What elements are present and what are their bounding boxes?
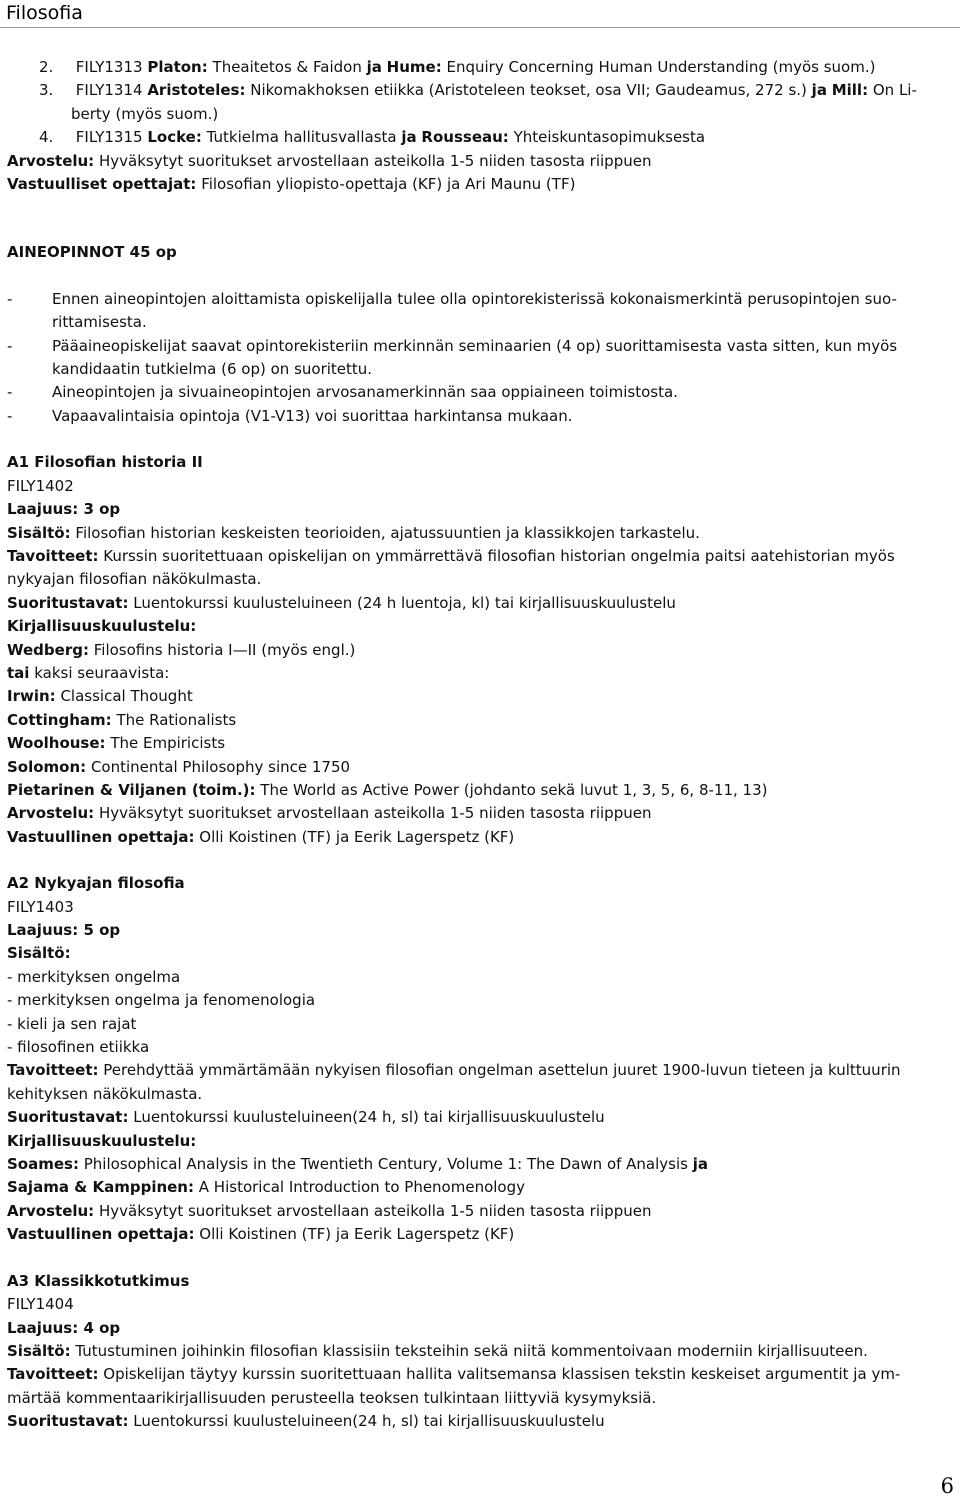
book-author: Wedberg: bbox=[7, 640, 89, 659]
field-label: Vastuullinen opettaja: bbox=[7, 1225, 195, 1244]
page-number: 6 bbox=[940, 1474, 954, 1498]
literature-exam-label: Kirjallisuuskuulustelu: bbox=[7, 1131, 197, 1150]
author: Rousseau: bbox=[421, 128, 509, 147]
alternative-text: kaksi seuraavista: bbox=[34, 663, 170, 682]
bullet-dash: - bbox=[7, 336, 13, 355]
item-number: 2. bbox=[39, 58, 54, 76]
course-title: A3 Klassikkotutkimus bbox=[7, 1271, 190, 1290]
content-list-item: - kieli ja sen rajat bbox=[7, 1014, 137, 1033]
field-value: Luentokurssi kuulusteluineen (24 h luentoja, kl) tai kirjallisuuskuulustelu bbox=[133, 593, 676, 612]
field-label: Vastuullinen opettaja: bbox=[7, 827, 195, 846]
field-value: Perehdyttää ymmärtämään nykyisen filosofian ongelman asettelun juuret 1900-luvun tieteen ja kulttuurin bbox=[103, 1061, 901, 1080]
item-number: 3. bbox=[39, 81, 54, 100]
book-title: Classical Thought bbox=[60, 687, 193, 706]
conjunction: ja bbox=[401, 128, 417, 147]
header-title: Filosofia bbox=[6, 2, 83, 24]
field-value: Kurssin suoritettuaan opiskelijan on ymmärrettävä filosofian historian ongelmia paitsi aatehistorian myös bbox=[103, 546, 895, 565]
field-value: Luentokurssi kuulusteluineen(24 h, sl) tai kirjallisuuskuulustelu bbox=[133, 1108, 605, 1127]
title: Enquiry Concerning Human Understanding (myös suom.) bbox=[446, 58, 876, 76]
field-label: Sisältö: bbox=[7, 1341, 71, 1360]
field-label: Suoritustavat: bbox=[7, 1108, 129, 1127]
author: Mill: bbox=[831, 81, 869, 100]
course-section-a1 bbox=[7, 451, 942, 849]
course-content bbox=[7, 1340, 942, 1363]
book-author: Sajama & Kamppinen: bbox=[7, 1178, 194, 1197]
title: On Li- bbox=[872, 81, 917, 100]
literature-exam-label: Kirjallisuuskuulustelu: bbox=[7, 617, 197, 636]
conjunction: ja bbox=[811, 81, 827, 100]
title: Theaitetos & Faidon bbox=[212, 58, 362, 76]
course-section-a3 bbox=[7, 1270, 942, 1434]
book-title: Filosofins historia I—II (myös engl.) bbox=[93, 640, 356, 659]
course-content-label: Sisältö: bbox=[7, 944, 71, 963]
page-header bbox=[0, 0, 960, 28]
field-value: Luentokurssi kuulusteluineen(24 h, sl) tai kirjallisuuskuulustelu bbox=[133, 1412, 605, 1431]
book-title: Philosophical Analysis in the Twentieth Century, Volume 1: The Dawn of Analysis bbox=[83, 1155, 688, 1174]
field-label: Arvostelu: bbox=[7, 151, 95, 170]
title: Yhteiskuntasopimuksesta bbox=[513, 128, 706, 147]
author: Aristoteles: bbox=[147, 81, 246, 100]
literature-alternative bbox=[7, 662, 942, 685]
field-value: Hyväksytyt suoritukset arvostellaan asteikolla 1-5 niiden tasosta riippuen bbox=[98, 151, 652, 170]
field-value: Filosofian yliopisto-opettaja (KF) ja Ari Maunu (TF) bbox=[201, 175, 576, 194]
bullet-dash: - bbox=[7, 406, 13, 425]
book-author: Pietarinen & Viljanen (toim.): bbox=[7, 780, 256, 799]
course-goals bbox=[7, 1059, 942, 1082]
book-title: The Empiricists bbox=[110, 734, 226, 753]
course-goals-continued: kehityksen näkökulmasta. bbox=[7, 1084, 203, 1103]
course-grading bbox=[7, 802, 942, 825]
field-label: Tavoitteet: bbox=[7, 1365, 99, 1384]
field-label: Arvostelu: bbox=[7, 1201, 95, 1220]
course-code: FILY1313 bbox=[75, 58, 143, 76]
field-label: Arvostelu: bbox=[7, 804, 95, 823]
field-value: Opiskelijan täytyy kurssin suoritettuaan hallita valitsemansa klassisen tekstin keskeiset argumentit ja ym- bbox=[103, 1365, 901, 1384]
conjunction: ja bbox=[692, 1155, 709, 1174]
item-number: 4. bbox=[39, 128, 54, 147]
field-label: Vastuulliset opettajat: bbox=[7, 175, 197, 194]
course-title: A1 Filosofian historia II bbox=[7, 453, 203, 472]
author: Platon: bbox=[147, 58, 208, 76]
field-label: Tavoitteet: bbox=[7, 1061, 99, 1080]
literature-item bbox=[7, 756, 942, 779]
course-teacher bbox=[7, 826, 942, 849]
intro-arvostelu bbox=[7, 150, 942, 173]
course-item-4 bbox=[7, 126, 942, 149]
content-list-item: - merkityksen ongelma bbox=[7, 967, 181, 986]
course-grading bbox=[7, 1200, 942, 1223]
book-author: Woolhouse: bbox=[7, 734, 106, 753]
list-item-text: Ennen aineopintojen aloittamista opiskelijalla tulee olla opintorekisterissä kokonaismerkintä perusopintojen suo- bbox=[52, 289, 897, 308]
course-goals bbox=[7, 545, 942, 568]
course-item-3 bbox=[7, 79, 942, 102]
title: Nikomakhoksen etiikka (Aristoteleen teokset, osa VII; Gaudeamus, 272 s.) bbox=[250, 81, 807, 100]
book-author: Cottingham: bbox=[7, 710, 112, 729]
bullet-dash: - bbox=[7, 289, 13, 308]
course-title: A2 Nykyajan filosofia bbox=[7, 874, 185, 893]
book-author: Soames: bbox=[7, 1155, 79, 1174]
alternative-label: tai bbox=[7, 663, 30, 682]
literature-item bbox=[7, 732, 942, 755]
course-item-2 bbox=[7, 56, 942, 79]
course-code: FILY1314 bbox=[75, 81, 143, 100]
course-item-3-continued: berty (myös suom.) bbox=[71, 104, 219, 123]
field-value: Olli Koistinen (TF) ja Eerik Lagerspetz (KF) bbox=[199, 827, 515, 846]
content-list-item: - merkityksen ongelma ja fenomenologia bbox=[7, 991, 316, 1010]
list-item bbox=[7, 288, 942, 311]
course-teacher bbox=[7, 1223, 942, 1246]
list-item-continued: kandidaatin tutkielma (6 op) on suoritettu. bbox=[52, 360, 373, 379]
field-value: Filosofian historian keskeisten teorioiden, ajatussuuntien ja klassikkojen tarkastelu. bbox=[75, 523, 700, 542]
book-title: The World as Active Power (johdanto sekä luvut 1, 3, 5, 6, 8-11, 13) bbox=[260, 780, 768, 799]
aineopinnot-bullet-list bbox=[7, 288, 942, 428]
field-label: Suoritustavat: bbox=[7, 593, 129, 612]
book-title: Continental Philosophy since 1750 bbox=[90, 757, 351, 776]
list-item-text: Vapaavalintaisia opintoja (V1-V13) voi suorittaa harkintansa mukaan. bbox=[52, 406, 573, 425]
course-goals-continued: nykyajan filosofian näkökulmasta. bbox=[7, 570, 262, 589]
literature-item bbox=[7, 639, 942, 662]
field-value: Hyväksytyt suoritukset arvostellaan asteikolla 1-5 niiden tasosta riippuen bbox=[98, 1201, 652, 1220]
course-credits: Laajuus: 5 op bbox=[7, 921, 121, 939]
field-value: Hyväksytyt suoritukset arvostellaan asteikolla 1-5 niiden tasosta riippuen bbox=[98, 804, 652, 823]
intro-vastuulliset bbox=[7, 173, 942, 196]
field-value: Olli Koistinen (TF) ja Eerik Lagerspetz (KF) bbox=[199, 1225, 515, 1244]
section-heading-aineopinnot: AINEOPINNOT 45 op bbox=[7, 243, 177, 262]
course-code: FILY1315 bbox=[75, 128, 143, 147]
course-completion bbox=[7, 1106, 942, 1129]
author: Locke: bbox=[147, 128, 202, 147]
book-author: Solomon: bbox=[7, 757, 87, 776]
bullet-dash: - bbox=[7, 383, 13, 402]
course-completion bbox=[7, 592, 942, 615]
course-goals-continued: märtää kommentaarikirjallisuuden perusteella teoksen tulkintaan liittyviä kysymyksiä. bbox=[7, 1388, 657, 1407]
course-code: FILY1404 bbox=[7, 1295, 74, 1314]
literature-item bbox=[7, 1153, 942, 1176]
field-value: Tutustuminen joihinkin filosofian klassisiin teksteihin sekä niitä kommentoivaan moderniin kirjallisuuteen. bbox=[75, 1341, 868, 1360]
course-code: FILY1403 bbox=[7, 897, 74, 916]
list-item-text: Pääaineopiskelijat saavat opintorekisteriin merkinnän seminaarien (4 op) suorittamisesta vasta sitten, kun myös bbox=[52, 336, 898, 355]
literature-item bbox=[7, 1176, 942, 1199]
list-item-continued: rittamisesta. bbox=[52, 313, 147, 332]
course-content bbox=[7, 522, 942, 545]
book-title: The Rationalists bbox=[116, 710, 237, 729]
literature-item bbox=[7, 709, 942, 732]
book-title: A Historical Introduction to Phenomenology bbox=[198, 1178, 526, 1197]
list-item bbox=[7, 405, 942, 428]
course-goals bbox=[7, 1363, 942, 1386]
list-item-text: Aineopintojen ja sivuaineopintojen arvosanamerkinnän saa oppiaineen toimistosta. bbox=[52, 383, 678, 402]
document-body bbox=[7, 56, 942, 1434]
content-list-item: - filosofinen etiikka bbox=[7, 1038, 150, 1057]
title: Tutkielma hallitusvallasta bbox=[206, 128, 397, 147]
course-completion bbox=[7, 1410, 942, 1433]
course-credits: Laajuus: 4 op bbox=[7, 1318, 121, 1337]
list-item bbox=[7, 381, 942, 404]
course-code: FILY1402 bbox=[7, 476, 74, 495]
list-item bbox=[7, 335, 942, 358]
book-author: Irwin: bbox=[7, 687, 56, 706]
field-label: Suoritustavat: bbox=[7, 1412, 129, 1431]
literature-item bbox=[7, 779, 942, 802]
field-label: Tavoitteet: bbox=[7, 546, 99, 565]
conjunction: ja bbox=[366, 58, 382, 76]
literature-item bbox=[7, 685, 942, 708]
author: Hume: bbox=[386, 58, 442, 76]
field-label: Sisältö: bbox=[7, 523, 71, 542]
course-credits: Laajuus: 3 op bbox=[7, 500, 121, 519]
course-section-a2 bbox=[7, 872, 942, 1247]
